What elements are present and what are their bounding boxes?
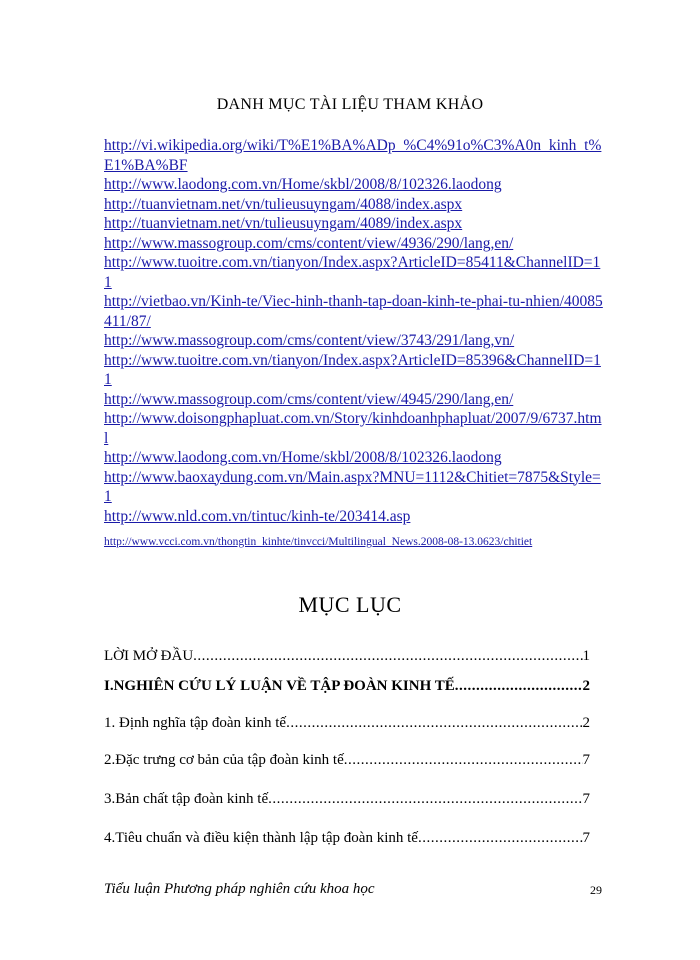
toc-entry-page: 7: [582, 830, 590, 846]
references-heading: DANH MỤC TÀI LIỆU THAM KHẢO: [216, 96, 484, 113]
toc-leader-dots: [344, 752, 583, 769]
reference-link[interactable]: http://www.massogroup.com/cms/content/view/4936/290/lang,en/: [104, 234, 514, 252]
toc-leader-dots: [455, 678, 583, 695]
reference-link[interactable]: http://www.baoxaydung.com.vn/Main.aspx?MNU=1112&Chitiet=7875&Style=1: [104, 468, 601, 505]
toc-entry[interactable]: [104, 648, 590, 665]
reference-link[interactable]: http://www.massogroup.com/cms/content/view/4945/290/lang,en/: [104, 390, 514, 408]
footer-page-number: 29: [590, 883, 602, 897]
toc-leader-dots: [418, 830, 583, 847]
toc-entry[interactable]: [104, 791, 590, 808]
toc-entry-page: 7: [582, 791, 590, 807]
toc-title: MỤC LỤC: [298, 592, 402, 617]
toc-leader-dots: [268, 791, 582, 808]
reference-link[interactable]: http://www.nld.com.vn/tintuc/kinh-te/203414.asp: [104, 507, 411, 525]
reference-link[interactable]: http://vi.wikipedia.org/wiki/T%E1%BA%ADp_%C4%91o%C3%A0n_kinh_t%E1%BA%BF: [104, 137, 602, 174]
reference-link[interactable]: http://www.tuoitre.com.vn/tianyon/Index.aspx?ArticleID=85396&ChannelID=11: [104, 351, 601, 388]
toc-leader-dots: [193, 648, 582, 665]
toc-leader-dots: [286, 715, 582, 732]
toc-entry[interactable]: [104, 830, 590, 847]
reference-list: [104, 136, 604, 556]
reference-link[interactable]: http://www.doisongphapluat.com.vn/Story/kinhdoanhphapluat/2007/9/6737.html: [104, 410, 602, 447]
reference-link[interactable]: http://www.massogroup.com/cms/content/view/3743/291/lang,vn/: [104, 332, 515, 349]
toc-entry[interactable]: [104, 678, 590, 695]
reference-link[interactable]: http://vietbao.vn/Kinh-te/Viec-hinh-thanh-tap-doan-kinh-te-phai-tu-nhien/40085411/87/: [104, 293, 603, 330]
reference-link[interactable]: http://www.laodong.com.vn/Home/skbl/2008/8/102326.laodong: [104, 176, 502, 193]
footer-title: Tiểu luận Phương pháp nghiên cứu khoa học: [104, 881, 375, 897]
toc-entry-label: 2.Đặc trưng cơ bản của tập đoàn kinh tế: [104, 752, 344, 768]
toc-entry[interactable]: [104, 752, 590, 769]
toc-entry-page: 2: [582, 678, 590, 694]
reference-link[interactable]: http://tuanvietnam.net/vn/tulieusuyngam/4089/index.aspx: [104, 215, 463, 232]
toc-entry-page: 2: [582, 715, 590, 731]
reference-link-small[interactable]: http://www.vcci.com.vn/thongtin_kinhte/tinvcci/Multilingual_News.2008-08-13.0623/chitiet: [104, 536, 533, 548]
toc-entry-label: I.NGHIÊN CỨU LÝ LUẬN VỀ TẬP ĐOÀN KINH TẾ: [104, 678, 455, 694]
reference-link[interactable]: http://www.laodong.com.vn/Home/skbl/2008/8/102326.laodong: [104, 449, 502, 466]
toc-entry[interactable]: [104, 715, 590, 732]
reference-link[interactable]: http://tuanvietnam.net/vn/tulieusuyngam/4088/index.aspx: [104, 195, 463, 213]
toc-entry-label: 1. Định nghĩa tập đoàn kinh tế: [104, 715, 287, 731]
toc-entry-label: 3.Bản chất tập đoàn kinh tế: [104, 791, 269, 807]
reference-link[interactable]: http://www.tuoitre.com.vn/tianyon/Index.aspx?ArticleID=85411&ChannelID=11: [104, 254, 601, 291]
toc-entry-page: 1: [582, 648, 590, 664]
toc-entry-label: 4.Tiêu chuẩn và điều kiện thành lập tập đoàn kinh tế: [104, 830, 418, 846]
toc-entry-label: LỜI MỞ ĐẦU: [104, 648, 194, 664]
toc-entry-page: 7: [582, 752, 590, 768]
